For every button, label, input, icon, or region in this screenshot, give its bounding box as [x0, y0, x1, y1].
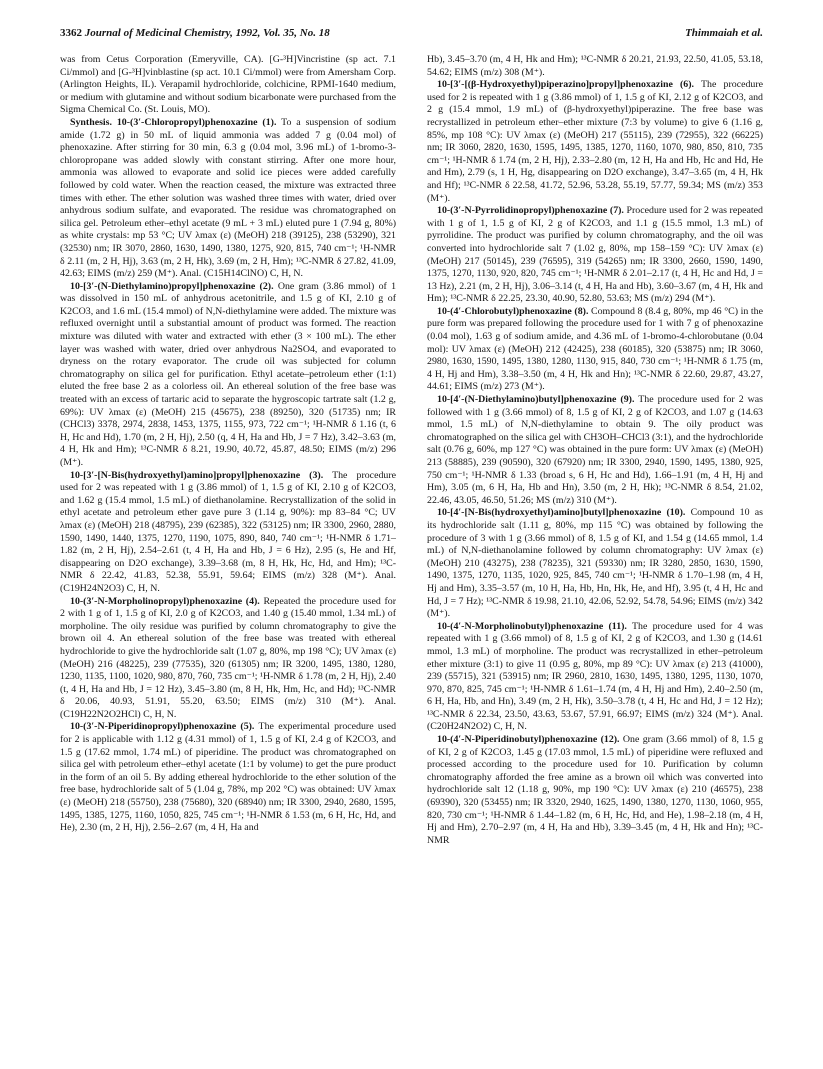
- paragraph: [60, 596, 396, 722]
- paragraph: [60, 470, 396, 596]
- section-heading: 10-(4′-Chlorobutyl)phenoxazine (8).: [437, 305, 589, 317]
- paragraph-text: One gram (3.86 mmol) of 1 was dissolved in 150 mL of anhydrous acetonitrile, and 1.5 g of KI, 2.10 g of K2CO3, and 1.6 mL (15.4 mmol) of N,N-diethylamine were added. The mixture was refluxed overnight until a substantial amount of product was formed. The reaction mixture was diluted with water and extracted with ether (3 × 100 mL). The ether layer was washed with water, dried over anhydrous Na2SO4, and evaporated to dryness on the rotary evaporator. The crude oil was subjected for column chromatography on silica gel for purification. Ethyl acetate–petroleum ether (1:1) eluted the free base 2 as a colorless oil. An ethereal solution of the free base was treated with an excess of tartaric acid to separate the hygroscopic tartrate salt (1.2 g, 69%): UV λmax (ε) (MeOH) 215 (45675), 238 (89250), 320 (51735) nm; IR (CHCl3) 3378, 2974, 2838, 1453, 1375, 1155, 973, 722 cm⁻¹; ¹H-NMR δ 1.16 (t, 6 H, Hc and Hd), 1.70 (m, 2 H, Hj), 2.50 (q, 4 H, Ha and Hb, J = 7 Hz), 3.42–3.63 (m, 4 H, Hk and Hm); ¹³C-NMR δ 8.21, 19.90, 40.72, 45.87, 48.50; EIMS (m/z) 296 (M⁺).: [60, 280, 397, 468]
- paragraph-text: Compound 8 (8.4 g, 80%, mp 46 °C) in the pure form was prepared following the procedure used for 1 with 7 g of phenoxazine (0.04 mol), 1.63 g of sodium amide, and 4.36 mL of 1-bromo-4-chlorobutane (0.04 mol): UV λmax (ε) (MeOH) 212 (42425), 238 (60185), 320 (53875) nm; IR 3060, 2980, 1630, 1590, 1495, 1380, 1280, 1130, 915, 840, 730 cm⁻¹; ¹H-NMR δ 1.75 (m, 4 H, Hj and Hm), 3.38–3.50 (m, 4 H, Hk and Hn); ¹³C-NMR δ 22.60, 29.87, 43.27, 44.61; EIMS (m/z) 273 (M⁺).: [427, 305, 763, 393]
- paragraph: [60, 117, 396, 281]
- running-authors: Thimmaiah et al.: [685, 27, 763, 39]
- paragraph: [60, 281, 396, 470]
- section-heading: 10-(3′-N-Morpholinopropyl)phenoxazine (4).: [70, 595, 260, 607]
- paragraph: [427, 734, 763, 847]
- paragraph: [60, 721, 396, 834]
- paragraph: [427, 306, 763, 394]
- paragraph: [427, 205, 763, 306]
- paragraph-text: To a suspension of sodium amide (1.72 g) in 50 mL of liquid ammonia was added 7 g (0.04 mol) of phenoxazine. After stirring for 30 min, 6.3 g (0.04 mol, 3.96 mL) of 1-bromo-3-chloropropane was added slowly with constant stirring. After one more hour, ammonia was allowed to evaporate and solid ice pieces were added carefully followed by cold water. When the reaction ceased, the mixture was extracted three times with ether. The ether solution was washed three times with water, dried over anhydrous sodium sulfate, and evaporated. The residue was chromatographed on silica gel. Petroleum ether–ethyl acetate (9 mL + 3 mL) eluted pure 1 (7.94 g, 80%) as white crystals: mp 53 °C; UV λmax (ε) (MeOH) 218 (39125), 238 (53290), 321 (32530) nm; IR 3070, 2860, 1630, 1490, 1380, 1275, 920, 815, 740 cm⁻¹; ¹H-NMR δ 2.11 (m, 2 H, Hj), 3.63 (m, 2 H, Hk), 3.69 (m, 2 H, Hm); ¹³C-NMR δ 27.82, 41.09, 42.63; EIMS (m/z) 259 (M⁺). Anal. (C15H14ClNO) C, H, N.: [60, 116, 396, 280]
- paragraph: [427, 394, 763, 507]
- paragraph-text: Compound 10 as its hydrochloride salt (1.11 g, 80%, mp 115 °C) was obtained by following the procedure of 3 with 1 g (3.66 mmol) of 8, 1.5 g of KI, and 1.54 g (14.65 mmol, 1.4 mL) of N,N-diethanolamine followed by column chromatography: UV λmax (ε) (MeOH) 210 (43275), 238 (78235), 321 (59330) nm; IR 3280, 2850, 1630, 1590, 1490, 1375, 1270, 1135, 1020, 925, 845, 740 cm⁻¹; ¹H-NMR δ 1.70–1.98 (m, 4 H, Hj and Hm), 3.35–3.57 (m, 10 H, Ha, Hb, Hn, Hk, He, and Hf), 3.95 (t, 4 H, Hc and Hd, J = 7 Hz); ¹³C-NMR δ 19.98, 21.10, 42.06, 52.92, 54.78, 54.96; EIMS (m/z) 342 (M⁺).: [427, 507, 763, 620]
- section-heading: 10-(3′-N-Piperidinopropyl)phenoxazine (5).: [70, 721, 255, 733]
- page-number: 3362: [60, 27, 82, 39]
- section-heading: 10-[4′-[N-Bis(hydroxyethyl)amino]butyl]phenoxazine (10).: [437, 507, 686, 519]
- section-heading: 10-[3′-[N-Bis(hydroxyethyl)amino]propyl]phenoxazine (3).: [70, 469, 324, 481]
- paragraph-text: Procedure used for 2 was repeated with 1 g of 1, 1.5 g of KI, 2 g of K2CO3, and 1.1 g (15.5 mmol, 1.3 mL) of pyrrolidine. The product was purified by column chromatography, and the oil was converted into hydrochloride salt 7 (1.02 g, 80%, mp 158–159 °C): UV λmax (ε) (MeOH) 217 (50145), 239 (76595), 319 (54265) nm; IR 3300, 2660, 1590, 1490, 1375, 1270, 1130, 920, 820, 745 cm⁻¹; ¹H-NMR δ 2.01–2.17 (t, 4 H, Hc and Hd, J = 13 Hz), 2.21 (m, 2 H, Hj), 3.06–3.14 (t, 4 H, Ha and Hb), 3.60–3.67 (m, 4 H, Hk and Hm); ¹³C-NMR δ 22.25, 23.30, 40.90, 52.80, 53.63; MS (m/z) 294 (M⁺).: [427, 205, 763, 305]
- journal-citation: Journal of Medicinal Chemistry, 1992, Vol. 35, No. 18: [84, 27, 330, 39]
- paragraph: [427, 621, 763, 734]
- section-heading: Synthesis. 10-(3′-Chloropropyl)phenoxazine (1).: [70, 116, 277, 128]
- section-heading: 10-[3′-[(β-Hydroxyethyl)piperazino]propyl]phenoxazine (6).: [437, 79, 694, 91]
- paragraph: [427, 54, 763, 79]
- paragraph-text: Repeated the procedure used for 2 with 1 g of 1, 1.5 g of KI, 2.0 g of K2CO3, and 1.40 g (15.40 mmol, 1.34 mL) of morpholine. The oily residue was purified by column chromatography to give the brown oil 4. An ethereal solution of the free base was treated with ethereal hydrochloride to give the hydrochloride salt (1.07 g, 80%, mp 198 °C); UV λmax (ε) (MeOH) 216 (48225), 239 (77535), 320 (61305) nm; IR 3200, 1495, 1380, 1280, 1230, 1135, 1100, 1020, 980, 870, 760, 735 cm⁻¹; ¹H-NMR δ 1.78 (m, 2 H, Hj), 2.40 (t, 4 H, Ha and Hb, J = 12 Hz), 3.45–3.80 (m, 8 H, Hk, Hm, Hc, and Hd); ¹³C-NMR δ 20.06, 40.93, 51.91, 55.20, 63.50; EIMS (m/z) 310 (M⁺). Anal. (C19H22N2O2HCl) C, H, N.: [60, 595, 396, 720]
- paragraph-text: The procedure used for 4 was repeated with 1 g (3.66 mmol) of 8, 1.5 g of KI, 2 g of K2CO3, and 1.30 g (14.61 mmol, 1.3 mL) of morpholine. The product was recrystallized in ether–petroleum ether mixture (3:1) to give 11 (0.95 g, 80%, mp 89 °C): UV λmax (ε) 213 (41000), 239 (55715), 321 (53915) nm; IR 2960, 2810, 1630, 1495, 1380, 1295, 1130, 1070, 970, 870, 825, 745 cm⁻¹; ¹H-NMR δ 1.61–1.74 (m, 4 H, Hj and Hm), 2.40–2.50 (m, 6 H, Ha, Hb, and Hn), 3.49 (m, 2 H, Hk), 3.50–3.78 (t, 4 H, Hc and Hd, J = 12 Hz); ¹³C-NMR δ 22.34, 23.50, 43.63, 53.67, 57.91, 66.97; EIMS (m/z) 324 (M⁺). Anal. (C20H24N2O2) C, H, N.: [427, 620, 763, 733]
- paragraph: [427, 507, 763, 620]
- paragraph-text: One gram (3.66 mmol) of 8, 1.5 g of KI, 2 g of K2CO3, 1.45 g (17.03 mmol, 1.5 mL) of piperidine were refluxed and processed according to the procedure used for 10. Purification by column chromatography afforded the free amine as a brown oil which was converted into hydrochloride salt 12 (1.18 g, 90%, mp 190 °C): UV λmax (ε) 210 (46575), 238 (69390), 320 (53455) nm; IR 3320, 2940, 1625, 1490, 1380, 1270, 1130, 1060, 955, 820, 730 cm⁻¹; ¹H-NMR δ 1.44–1.82 (m, 6 H, Hc, Hd, and He), 1.98–2.18 (m, 4 H, Hj and Hm), 2.70–2.97 (m, 4 H, Ha and Hb), 3.39–3.45 (m, 4 H, Hk and Hn); ¹³C-NMR: [427, 734, 764, 846]
- paragraph-text: The experimental procedure used for 2 is applicable with 1.12 g (4.31 mmol) of 1, 1.5 g of KI, 2.4 g of K2CO3, and 1.5 g (17.62 mmol, 1.74 mL) of piperidine. The product was chromatographed on silica gel with petroleum ether–ethyl acetate (1:1 by volume) to get the pure product in the form of an oil 5. By adding ethereal hydrochloride to the ether solution of the free base, hydrochloride salt of 5 (1.04 g, 78%, mp 202 °C) was obtained: UV λmax (ε) (MeOH) 218 (55750), 238 (75680), 320 (68940) nm; IR 3300, 2940, 2680, 1595, 1495, 1385, 1275, 1160, 1050, 825, 745 cm⁻¹; ¹H-NMR δ 1.53 (m, 6 H, Hc, Hd, and He), 2.30 (m, 2 H, Hj), 2.56–2.67 (m, 4 H, Ha and: [60, 721, 397, 834]
- page-header: [60, 27, 763, 43]
- paragraph-text: The procedure used for 2 was repeated with 1 g (3.86 mmol) of 1, 1.5 g of KI, 2.10 g of K2CO3, and 1.62 g (15.4 mmol, 1.5 mL) of diethanolamine. Recrystallization of the solid in ethyl acetate and petroleum ether gave pure 3 (1.14 g, 90%): mp 83–84 °C; UV λmax (ε) (MeOH) 218 (48795), 239 (62385), 322 (53125) nm; IR 3300, 2960, 2880, 1590, 1490, 1440, 1375, 1270, 1190, 1075, 890, 840, 740 cm⁻¹; ¹H-NMR δ 1.71–1.82 (m, 2 H, Hj), 2.54–2.61 (t, 4 H, Ha and Hb, J = 6 Hz), 2.95 (s, He and Hf, disappearing on D2O exchange), 3.39–3.68 (m, 8 H, Hk, Hc, Hd, and Hm); ¹³C-NMR δ 22.42, 41.83, 52.38, 55.91, 59.64; EIMS (m/z) 328 (M⁺). Anal. (C19H24N2O3) C, H, N.: [60, 469, 396, 594]
- section-heading: 10-(3′-N-Pyrrolidinopropyl)phenoxazine (7).: [437, 205, 624, 217]
- paragraph: [427, 79, 763, 205]
- paragraph-text: The procedure used for 2 was followed with 1 g (3.66 mmol) of 8, 1.5 g of KI, 2 g of K2CO3, and 1.07 g (14.63 mmol, 1.5 mL) of N,N-diethylamine to obtain 9. The oily product was chromatographed on the silica gel with CH3OH–CHCl3 (3:1), and the hydrochloride salt (0.76 g, 60%, mp 127 °C) was obtained in the pure form: UV λmax (ε) (MeOH) 213 (58885), 239 (90590), 320 (67920) nm; IR 3300, 2940, 1590, 1495, 1380, 925, 750 cm⁻¹; ¹H-NMR δ 1.33 (broad s, 6 H, Hc and Hd), 1.66–1.91 (m, 4 H, Hj and Hm), 3.05 (m, 6 H, Ha, Hb and Hn), 3.50 (m, 2 H, Hk); ¹³C-NMR δ 8.54, 21.02, 22.46, 43.05, 46.50, 51.26; MS (m/z) 310 (M⁺).: [427, 394, 763, 506]
- section-heading: 10-[3′-(N-Diethylamino)propyl]phenoxazine (2).: [70, 280, 274, 292]
- section-heading: 10-[4′-(N-Diethylamino)butyl]phenoxazine (9).: [437, 394, 635, 406]
- paragraph: [60, 54, 396, 117]
- paragraph-text: Hb), 3.45–3.70 (m, 4 H, Hk and Hm); ¹³C-NMR δ 20.21, 21.93, 22.50, 41.05, 53.18, 54.62; EIMS (m/z) 308 (M⁺).: [427, 54, 763, 78]
- paragraph-text: was from Cetus Corporation (Emeryville, CA). [G-³H]Vincristine (sp act. 7.1 Ci/mmol) and [G-³H]vinblastine (sp act. 10.1 Ci/mmol) were from Amersham Corp. (Arlington Heights, IL). Verapamil hydrochloride, colchicine, RPMI-1640 medium, or medium with glutamine and without sodium bicarbonate were purchased from the Sigma Chemical Co. (St. Louis, MO).: [60, 54, 396, 116]
- right-column: [427, 54, 763, 847]
- section-heading: 10-(4′-N-Morpholinobutyl)phenoxazine (11).: [437, 620, 627, 632]
- header-left: [60, 27, 330, 39]
- section-heading: 10-(4′-N-Piperidinobutyl)phenoxazine (12).: [437, 734, 620, 746]
- left-column: [60, 54, 396, 835]
- paragraph-text: The procedure used for 2 is repeated with 1 g (3.86 mmol) of 1, 1.5 g of KI, 2.12 g of K2CO3, and 2 g (15.4 mmol, 1.9 mL) of (β-hydroxyethyl)piperazine. The free base was recrystallized in petroleum ether–ether mixture (7:3 by volume) to give 6 (1.16 g, 85%, mp 108 °C): UV λmax (ε) (MeOH) 217 (55115), 239 (72955), 322 (66225) nm; IR 3060, 2820, 1630, 1595, 1495, 1385, 1270, 1160, 1070, 980, 850, 810, 735 cm⁻¹; ¹H-NMR δ 1.74 (m, 2 H, Hj), 2.33–2.80 (m, 12 H, Ha and Hb, Hc and Hd, He and Hm), 2.79 (s, 1 H, Hg, disappearing on D2O exchange), 3.47–3.65 (m, 4 H, Hk and Hf); ¹³C-NMR δ 22.58, 41.72, 52.96, 53.28, 55.19, 57.77, 59.34; MS (m/z) 353 (M⁺).: [427, 79, 764, 204]
